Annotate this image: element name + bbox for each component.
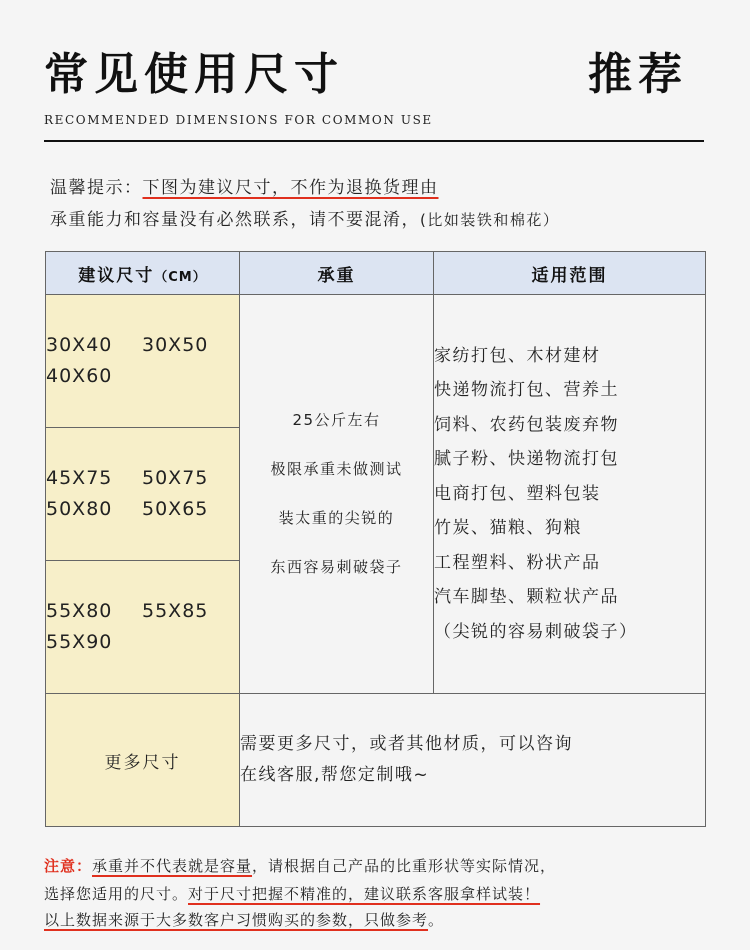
title-divider [44, 140, 704, 142]
tip-line2-paren: (比如装铁和棉花） [420, 211, 560, 229]
header-size-unit: （CM） [154, 269, 207, 285]
size-value: 55X90 [46, 631, 113, 653]
scope-line: 家纺打包、木材建材 [434, 345, 601, 366]
tip-line-1 [50, 173, 439, 198]
note-line-3 [44, 909, 444, 930]
load-line: 东西容易刺破袋子 [270, 558, 403, 576]
scope-line: （尖锐的容易刺破袋子） [434, 621, 638, 642]
note-line-1 [44, 855, 556, 876]
note-label: 注意： [44, 857, 93, 875]
load-line: 装太重的尖锐的 [278, 509, 395, 527]
scope-line: 腻子粉、快递物流打包 [434, 449, 619, 470]
note-line3-underlined: 以上数据来源于大多数客户习惯购买的参数，只做参考 [44, 911, 429, 929]
table-row [46, 295, 706, 428]
note-line2-underlined: 对于尺寸把握不精准的，建议联系客服拿样试装！ [188, 885, 541, 903]
more-sizes-label: 更多尺寸 [46, 694, 240, 827]
scope-line: 竹炭、猫粮、狗粮 [434, 518, 582, 539]
size-value: 55X80 [46, 600, 113, 622]
load-line: 极限承重未做测试 [270, 460, 403, 478]
tip-line-2 [50, 205, 559, 230]
scope-line: 汽车脚垫、颗粒状产品 [434, 587, 619, 608]
note-part2: ，请根据自己产品的比重形状等实际情况， [252, 857, 557, 875]
size-value: 50X65 [142, 498, 209, 520]
table-header-row [46, 252, 706, 295]
size-value: 50X75 [142, 467, 209, 489]
header-scope: 适用范围 [434, 252, 706, 295]
more-line: 在线客服,帮您定制哦~ [240, 765, 430, 785]
more-sizes-text [240, 694, 706, 827]
header-load: 承重 [240, 252, 434, 295]
scope-line: 电商打包、塑料包装 [434, 483, 601, 504]
tip-line2-main: 承重能力和容量没有必然联系，请不要混淆， [50, 210, 420, 230]
note-line-2 [44, 883, 540, 904]
note-line3-end: 。 [428, 911, 445, 929]
scope-line: 工程塑料、粉状产品 [434, 552, 601, 573]
title-recommend: 推荐 [588, 49, 688, 100]
page-subtitle: RECOMMENDED DIMENSIONS FOR COMMON USE [44, 113, 433, 127]
size-group-2 [46, 428, 240, 561]
size-group-1 [46, 295, 240, 428]
tip-highlight: 下图为建议尺寸，不作为退换货理由 [142, 178, 439, 198]
page-title: 常见使用尺寸 [44, 49, 344, 100]
scope-line: 快递物流打包、营养土 [434, 380, 619, 401]
table-row [46, 694, 706, 827]
scope-line: 饲料、农药包装废弃物 [434, 414, 619, 435]
size-value: 30X40 [46, 334, 113, 356]
size-value: 30X50 [142, 334, 209, 356]
note-part1: 承重并不代表就是容量 [92, 857, 253, 875]
tip-label: 温馨提示： [50, 178, 143, 198]
size-table [45, 251, 706, 827]
size-value: 45X75 [46, 467, 113, 489]
size-value: 50X80 [46, 498, 113, 520]
size-group-3 [46, 561, 240, 694]
header-size: 建议尺寸（CM） [46, 252, 240, 295]
load-line: 25公斤左右 [292, 411, 381, 429]
load-cell [240, 295, 434, 694]
note-line2-plain: 选择您适用的尺寸。 [44, 885, 189, 903]
more-line: 需要更多尺寸，或者其他材质，可以咨询 [240, 734, 573, 754]
size-value: 55X85 [142, 600, 209, 622]
size-value: 40X60 [46, 365, 113, 387]
scope-cell [434, 295, 706, 694]
